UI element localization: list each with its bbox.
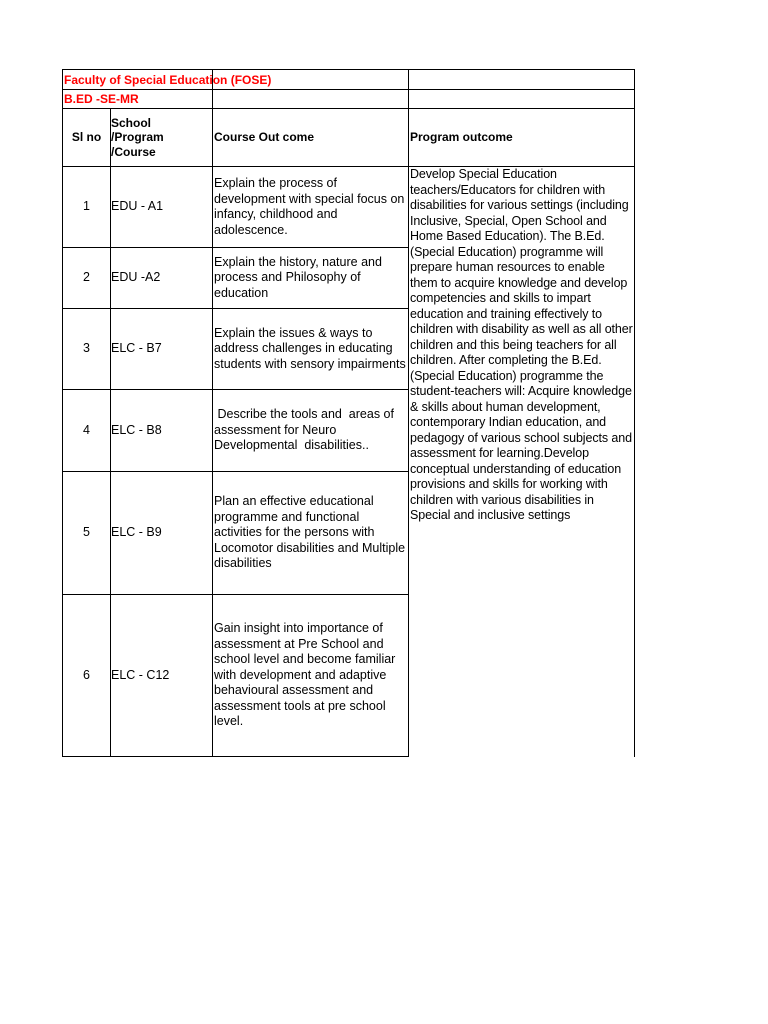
course-outcome-cell [214,472,407,594]
course-code-text: EDU - A1 [111,199,164,214]
header-school-program-course-label: School /Program /Course [111,115,164,159]
course-outcome-text: Explain the issues & ways to address challenges in educating students with sensory impairments [214,325,406,371]
course-outcome-text: Explain the history, nature and process and Philosophy of education [214,254,382,300]
table-row [63,595,110,756]
program-code: B.ED -SE-MR [64,92,139,106]
sl-no-cell: 4 [83,422,90,437]
header-sl-no-label: Sl no [71,130,102,145]
course-outcome-text: Describe the tools and areas of assessment for Neuro Developmental disabilities.. [214,407,398,453]
header-program-outcome [410,109,632,166]
course-outcome-text: Gain insight into importance of assessment at Pre School and school level and become familiar with development and adaptive behavioural assessment and assessment tools at pre school level. [214,621,396,729]
course-code-cell [111,595,211,756]
header-course-outcome [214,109,406,166]
table-row [63,472,110,594]
program-outcome-text: Develop Special Education teachers/Educators for children with disabilities for various settings (including Inclusive, Special, Open School and Home Based Education). The B.Ed. (Special Education) programme will prepare human resources to enable them to acquire knowledge and develop competencies and skills to impart education and training effectively to children with disability as well as all other children and this being teachers for all children. After completing the B.Ed. (Special Education) programme the student-teachers will: Acquire knowledge & skills about human development, contemporary Indian education, and pedagogy of various school subjects and assessment for learning.Develop conceptual understanding of education provisions and skills for working with children with various disabilities in Special and inclusive settings [410,167,633,522]
course-outcome-cell [214,309,407,389]
course-code-text: ELC - B9 [111,525,162,540]
course-code-cell [111,309,211,389]
sl-no-cell: 1 [83,199,90,214]
sl-no-cell: 5 [83,525,90,540]
header-program-outcome-label: Program outcome [410,130,513,145]
table-row [63,390,110,471]
course-outcome-text: Explain the process of development with special focus on infancy, childhood and adolescence. [214,176,405,237]
course-outcome-cell [214,595,407,756]
sl-no-cell: 3 [83,341,90,356]
course-code-text: EDU -A2 [111,270,161,285]
table-row [63,167,110,247]
course-outcome-cell [214,390,407,471]
table-row [63,309,110,389]
course-code-text: ELC - B8 [111,422,162,437]
course-outcome-text: Plan an effective educational programme and functional activities for the persons with Locomotor disabilities and Multiple disabilities [214,494,406,571]
faculty-title: Faculty of Special Education (FOSE) [64,73,272,87]
header-school-program-course [111,109,201,166]
header-course-outcome-label: Course Out come [214,130,315,145]
course-code-cell [111,248,211,308]
course-code-cell [111,390,211,471]
course-code-cell [111,167,211,247]
course-outcome-cell [214,248,407,308]
course-code-text: ELC - C12 [111,667,170,682]
course-code-text: ELC - B7 [111,341,162,356]
table-row [63,248,110,308]
sl-no-cell: 6 [83,667,90,682]
sl-no-cell: 2 [83,270,90,285]
header-sl-no [63,109,110,166]
course-code-cell [111,472,211,594]
course-outcome-cell [214,167,407,247]
